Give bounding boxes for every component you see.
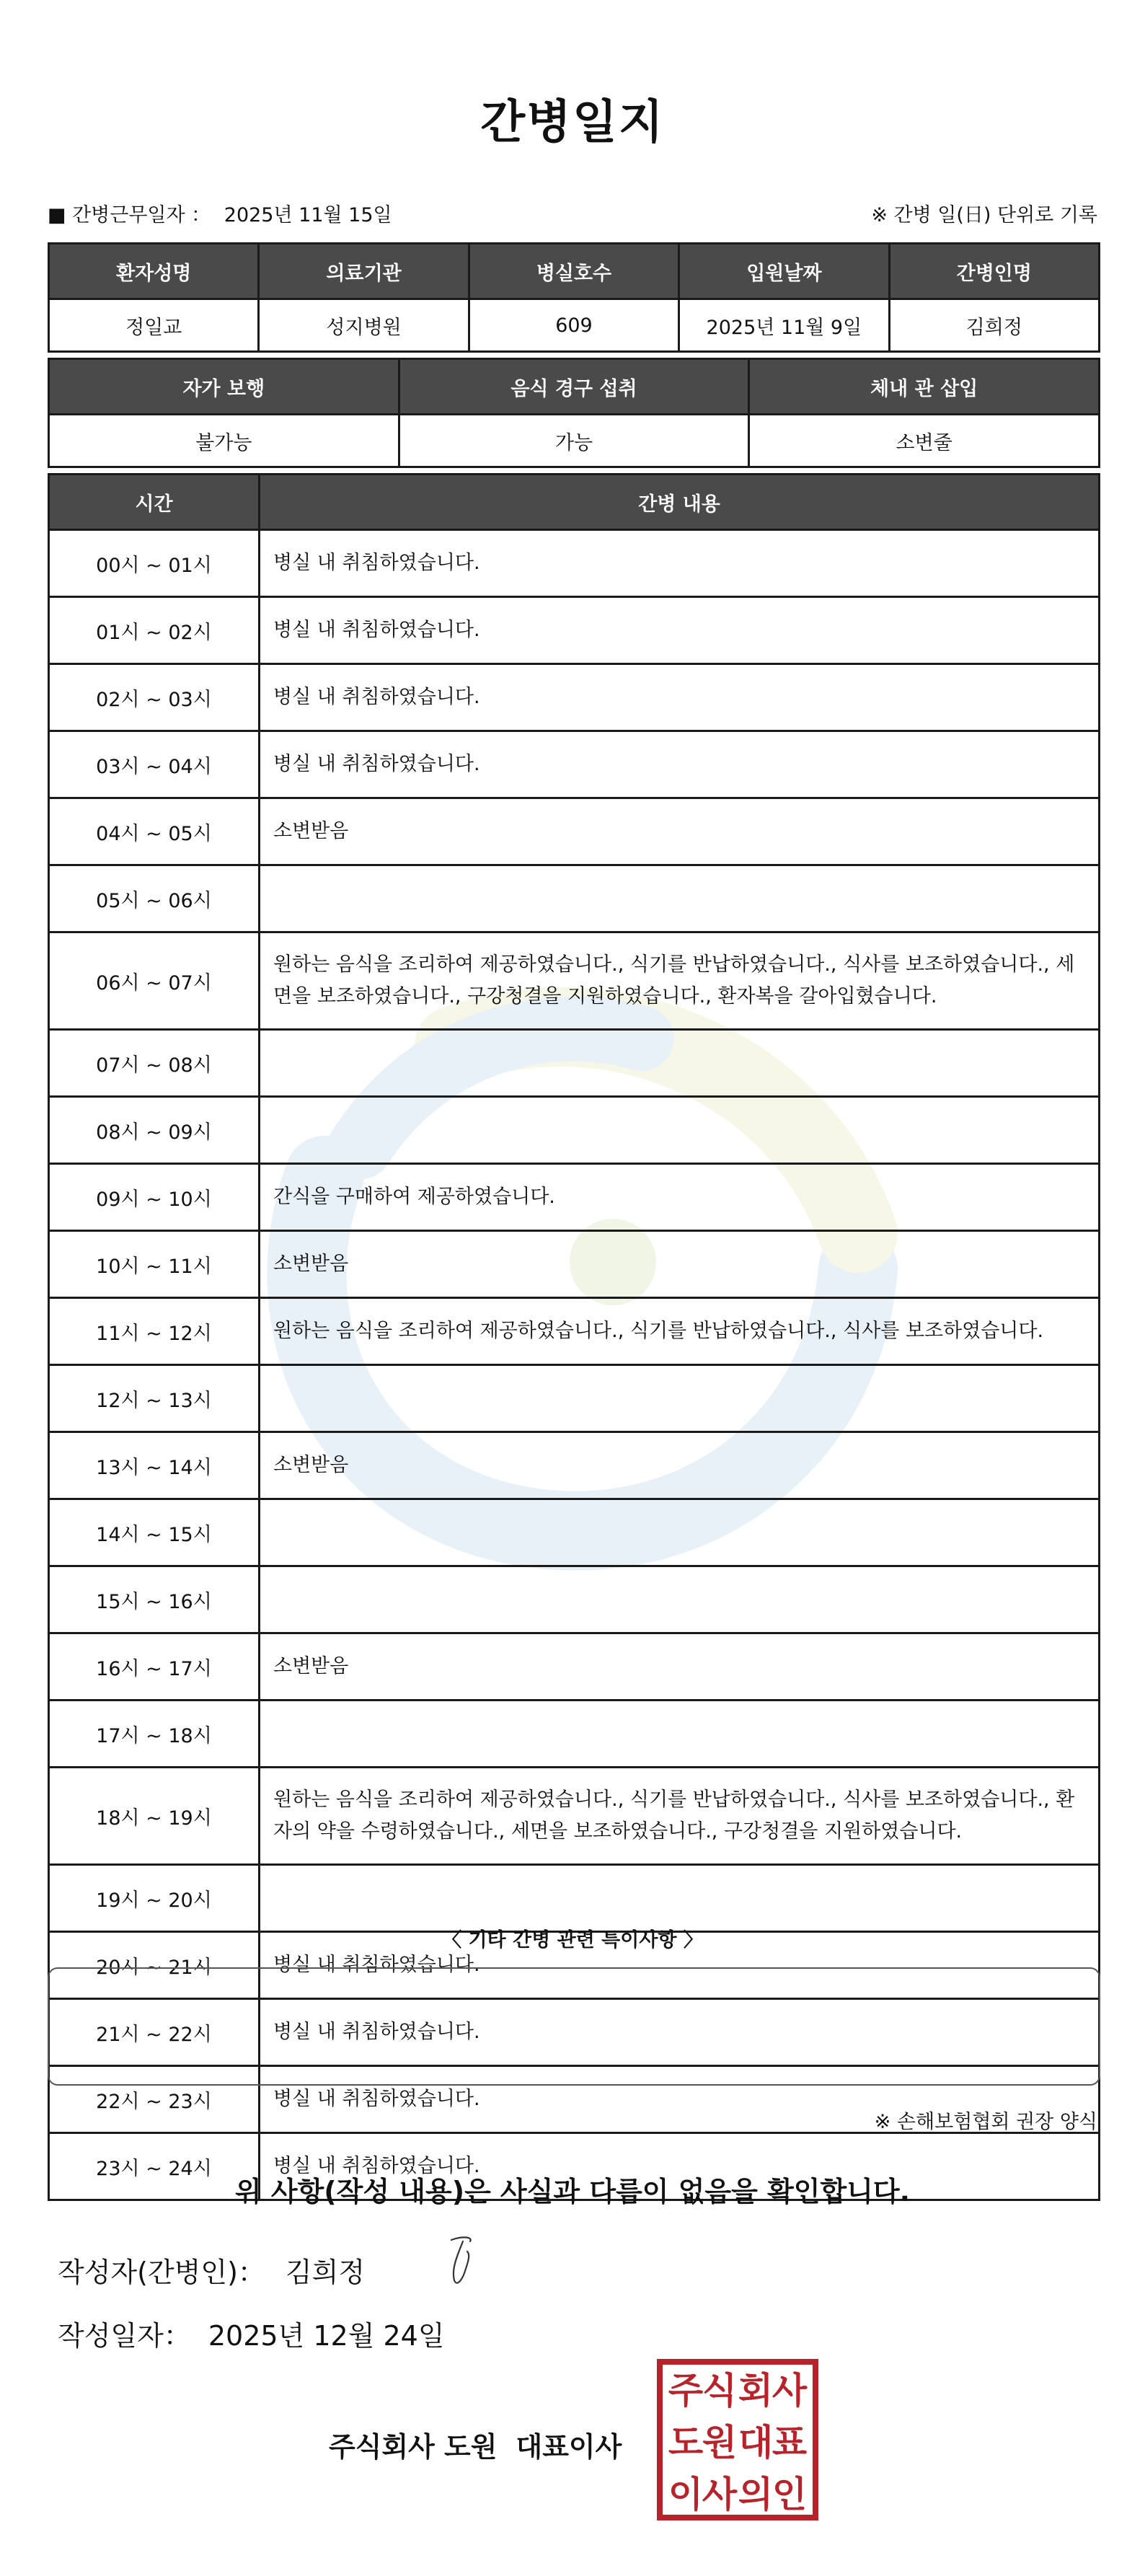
table-row (49, 1365, 1100, 1432)
svg-text:원: 원 (702, 2422, 738, 2463)
svg-text:회: 회 (738, 2370, 774, 2412)
svg-text:도: 도 (668, 2422, 704, 2463)
written-date-label: 작성일자： (58, 2320, 191, 2352)
care-content: 병실 내 취침하였습니다. (260, 1932, 1100, 1999)
table-row (49, 865, 1100, 932)
time-slot: 13시 ~ 14시 (49, 1432, 260, 1499)
special-notes-box (48, 1967, 1100, 2086)
written-date-value: 2025년 12월 24일 (208, 2320, 445, 2352)
handwritten-signature (441, 2234, 485, 2292)
table-row (49, 530, 1100, 597)
hospital: 성지병원 (259, 299, 469, 352)
care-content: 병실 내 취침하였습니다. (260, 664, 1100, 731)
time-slot: 07시 ~ 08시 (49, 1030, 260, 1097)
company-representative-title: 대표이사 (516, 2431, 622, 2463)
time-slot: 01시 ~ 02시 (49, 597, 260, 664)
care-content (260, 1499, 1100, 1566)
header-tube-insertion: 체내 관 삽입 (749, 359, 1100, 415)
table-row (49, 1633, 1100, 1701)
table-row (49, 597, 1100, 664)
time-slot: 23시 ~ 24시 (49, 2133, 260, 2200)
time-slot: 15시 ~ 16시 (49, 1566, 260, 1633)
time-slot: 11시 ~ 12시 (49, 1298, 260, 1365)
table-row (49, 1030, 1100, 1097)
care-content: 병실 내 취침하였습니다. (260, 530, 1100, 597)
svg-text:사: 사 (702, 2474, 738, 2515)
time-slot: 04시 ~ 05시 (49, 798, 260, 865)
time-slot: 16시 ~ 17시 (49, 1633, 260, 1701)
time-slot: 14시 ~ 15시 (49, 1499, 260, 1566)
svg-text:사: 사 (772, 2370, 808, 2412)
work-date-label: ■ 간병근무일자 ： (48, 204, 211, 226)
header-self-walking: 자가 보행 (49, 359, 399, 415)
patient-info-table (48, 242, 1100, 353)
time-slot: 18시 ~ 19시 (49, 1768, 260, 1865)
table-row (49, 1701, 1100, 1768)
header-oral-intake: 음식 경구 섭취 (399, 359, 749, 415)
tube-insertion: 소변줄 (749, 415, 1100, 467)
time-slot: 21시 ~ 22시 (49, 1999, 260, 2066)
time-slot: 05시 ~ 06시 (49, 865, 260, 932)
care-content: 소변받음 (260, 1432, 1100, 1499)
company-signature-line (329, 2425, 622, 2464)
recommended-form-note: ※ 손해보험협회 권장 양식 (874, 2111, 1097, 2133)
care-content: 원하는 음식을 조리하여 제공하였습니다., 식기를 반납하였습니다., 식사를 보조하였습니다., 환자의 약을 수령하였습니다., 세면을 보조하였습니다., 구강청결을 지원하였습니다. (260, 1768, 1100, 1865)
care-content (260, 1030, 1100, 1097)
header-care-content: 간병 내용 (260, 475, 1100, 530)
table-row (49, 1768, 1100, 1865)
care-content (260, 1097, 1100, 1164)
svg-text:대: 대 (738, 2422, 774, 2463)
work-date (48, 199, 392, 227)
time-slot: 06시 ~ 07시 (49, 932, 260, 1030)
table-row (49, 798, 1100, 865)
header-admission-date: 입원날짜 (679, 244, 889, 299)
time-slot: 08시 ~ 09시 (49, 1097, 260, 1164)
header-hospital: 의료기관 (259, 244, 469, 299)
table-row (49, 1097, 1100, 1164)
care-content (260, 865, 1100, 932)
page-title: 간병일지 (480, 96, 665, 149)
work-date-value: 2025년 11월 15일 (224, 204, 392, 226)
header-room-number: 병실호수 (469, 244, 678, 299)
time-slot: 03시 ~ 04시 (49, 731, 260, 798)
care-content: 소변받음 (260, 1633, 1100, 1701)
svg-text:의: 의 (738, 2474, 774, 2515)
care-content: 병실 내 취침하였습니다. (260, 2133, 1100, 2200)
care-content: 간식을 구매하여 제공하였습니다. (260, 1164, 1100, 1231)
written-date-line (58, 2313, 445, 2353)
care-content (260, 1865, 1100, 1932)
care-content: 소변받음 (260, 1231, 1100, 1298)
time-slot: 12시 ~ 13시 (49, 1365, 260, 1432)
special-notes-label: 〈 기타 간병 관련 특이사항 〉 (442, 1929, 703, 1951)
admission-date: 2025년 11월 9일 (679, 299, 889, 352)
table-row (49, 1566, 1100, 1633)
care-content: 원하는 음식을 조리하여 제공하였습니다., 식기를 반납하였습니다., 식사를 보조하였습니다. (260, 1298, 1100, 1365)
header-caregiver-name: 간병인명 (889, 244, 1099, 299)
care-content (260, 1566, 1100, 1633)
header-patient-name: 환자성명 (49, 244, 259, 299)
self-walking: 불가능 (49, 415, 399, 467)
time-slot: 17시 ~ 18시 (49, 1701, 260, 1768)
table-row (49, 664, 1100, 731)
svg-text:식: 식 (702, 2370, 738, 2412)
time-slot: 20시 ~ 21시 (49, 1932, 260, 1999)
patient-status-table (48, 358, 1100, 468)
table-row (49, 1298, 1100, 1365)
table-row (49, 1164, 1100, 1231)
table-row (49, 1865, 1100, 1932)
svg-text:표: 표 (772, 2422, 808, 2463)
company-seal-stamp (656, 2358, 819, 2521)
confirmation-statement: 위 사항(작성 내용)은 사실과 다름이 없음을 확인합니다. (234, 2176, 911, 2207)
time-slot: 02시 ~ 03시 (49, 664, 260, 731)
time-slot: 00시 ~ 01시 (49, 530, 260, 597)
table-row (49, 731, 1100, 798)
caregiver-name: 김희정 (889, 299, 1099, 352)
care-content (260, 1365, 1100, 1432)
oral-intake: 가능 (399, 415, 749, 467)
time-slot: 09시 ~ 10시 (49, 1164, 260, 1231)
header-time: 시간 (49, 475, 260, 530)
care-content: 병실 내 취침하였습니다. (260, 2066, 1100, 2133)
time-slot: 10시 ~ 11시 (49, 1231, 260, 1298)
table-row (49, 1499, 1100, 1566)
room-number: 609 (469, 299, 678, 352)
care-content: 병실 내 취침하였습니다. (260, 597, 1100, 664)
patient-name: 정일교 (49, 299, 259, 352)
time-slot: 22시 ~ 23시 (49, 2066, 260, 2133)
care-content (260, 1701, 1100, 1768)
record-unit-note: ※ 간병 일(日) 단위로 기록 (871, 204, 1097, 226)
writer-label: 작성자(간병인)： (58, 2257, 265, 2288)
writer-line (58, 2250, 365, 2290)
care-content: 원하는 음식을 조리하여 제공하였습니다., 식기를 반납하였습니다., 식사를 보조하였습니다., 세면을 보조하였습니다., 구강청결을 지원하였습니다., 환자복을 갈아입혔습니다. (260, 932, 1100, 1030)
table-row (49, 1231, 1100, 1298)
writer-name: 김희정 (285, 2257, 366, 2288)
care-content: 소변받음 (260, 798, 1100, 865)
care-content: 병실 내 취침하였습니다. (260, 731, 1100, 798)
company-name: 주식회사 도원 (329, 2431, 498, 2463)
svg-text:이: 이 (668, 2474, 704, 2515)
table-row (49, 932, 1100, 1030)
table-row (49, 1432, 1100, 1499)
svg-text:주: 주 (668, 2370, 704, 2412)
care-content: 병실 내 취침하였습니다. (260, 1999, 1100, 2066)
svg-text:인: 인 (772, 2474, 808, 2515)
time-slot: 19시 ~ 20시 (49, 1865, 260, 1932)
